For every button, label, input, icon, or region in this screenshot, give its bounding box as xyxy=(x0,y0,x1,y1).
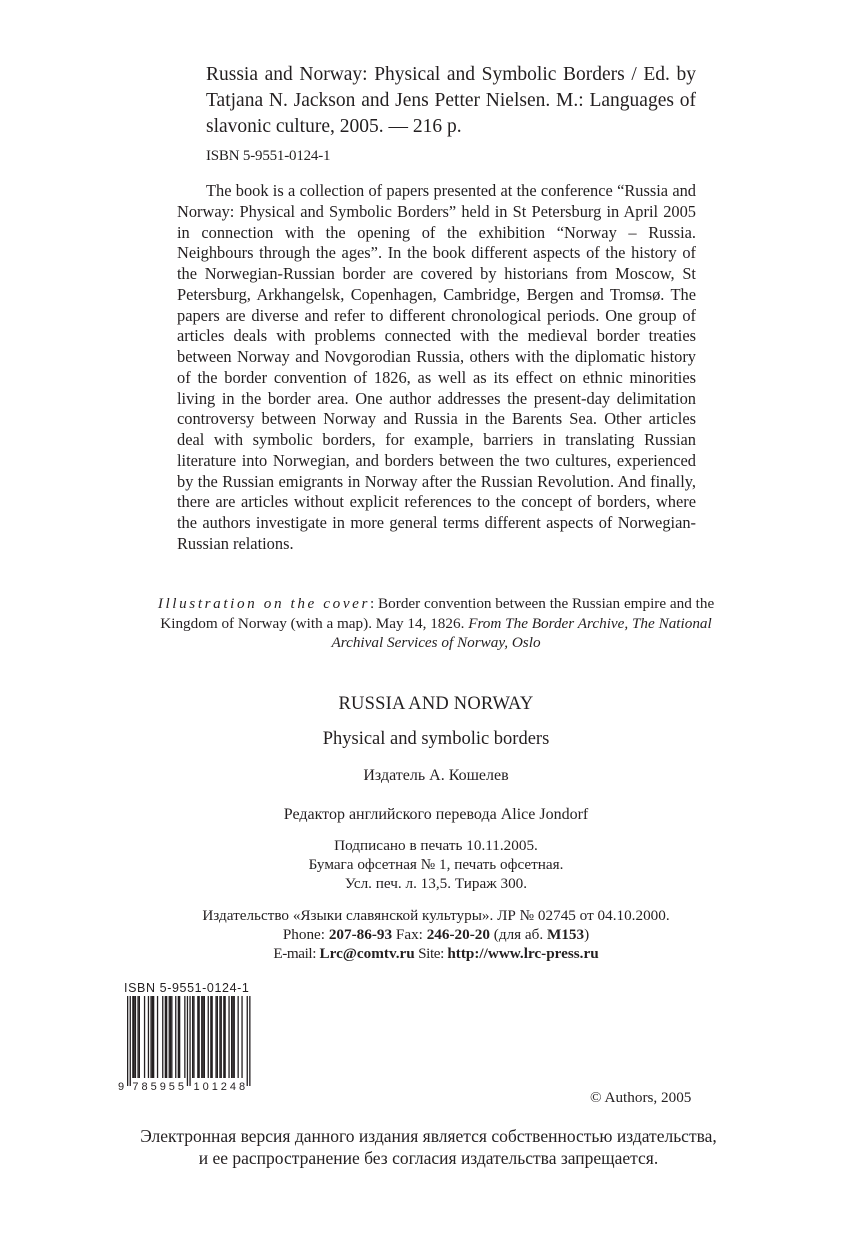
book-title: RUSSIA AND NORWAY xyxy=(338,694,534,714)
barcode-bar xyxy=(189,996,190,1086)
barcode-digit: 5 xyxy=(177,1081,185,1093)
barcode-bar xyxy=(201,996,202,1078)
phone-fax-line xyxy=(80,925,792,944)
barcode-bar xyxy=(225,996,226,1078)
barcode-bar xyxy=(223,996,224,1078)
barcode-digit: 8 xyxy=(238,1081,246,1093)
site-link[interactable]: http://www.lrc-press.ru xyxy=(447,945,599,962)
barcode-bar xyxy=(208,996,209,1078)
box-close: ) xyxy=(584,926,590,943)
barcode-bar xyxy=(193,996,194,1078)
cover-note-label: Illustration on the cover xyxy=(157,595,371,612)
barcode-bar xyxy=(157,996,158,1078)
barcode-bar xyxy=(179,996,180,1078)
barcode-bar xyxy=(150,996,151,1078)
publishing-house-line: Издательство «Языки славянской культуры». ЛР № 02745 от 04.10.2000. xyxy=(202,907,670,924)
fax-number: 246-20-20 xyxy=(426,926,490,943)
barcode-bar xyxy=(137,996,138,1078)
print-signed-line: Подписано в печать 10.11.2005. xyxy=(334,837,538,854)
barcode-bar xyxy=(139,996,140,1078)
barcode-digit: 5 xyxy=(150,1081,157,1093)
barcode-bar xyxy=(249,996,250,1086)
barcode-digit: 1 xyxy=(211,1081,218,1093)
barcode-bar xyxy=(210,996,211,1078)
fax-label: Fax: xyxy=(392,926,427,943)
copyright-notice: © Authors, 2005 xyxy=(590,1089,692,1106)
phone-label: Phone: xyxy=(282,926,329,943)
barcode-digit: 9 xyxy=(117,1081,125,1093)
barcode-bar xyxy=(132,996,133,1078)
barcode-bar xyxy=(228,996,229,1078)
book-abstract: The book is a collection of papers presented at the conference “Russia and Norway: Physical and Symbolic Borders” held in St Petersburg in April 2005 in connection with the opening of the exhibition “Norway – Russia. Neighbours through the ages”. In the book different aspects of the history of the Norwegian-Russian border are covered by historians from Moscow, St Petersburg, Arkhangelsk, Copenhagen, Cambridge, Bergen and Tromsø. The papers are diverse and refer to different chronological periods. One group of articles deals with problems connected with the medieval border treaties between Norway and Novgorodian Russia, others with the diplomatic history of the border convention of 1826, as well as its effect on ethnic minorities living in the border area. One author addresses the present-day delimitation controversy between Norway and Russia in the Barents Sea. Other articles deal with symbolic borders, for example, barriers in translating Russian literature into Norwegian, and borders between the two cultures, experienced by the Russian emigrants in Norway after the Russian Revolution. And finally, there are articles without explicit references to the concept of borders, where the authors investigate in more general terms different aspects of Norwegian-Russian relations. xyxy=(177,181,696,553)
box-number: M153 xyxy=(547,926,585,943)
notice-line-1: Электронная версия данного издания является собственностью издательства, xyxy=(140,1126,717,1146)
barcode-bar xyxy=(247,996,248,1086)
barcode-bar xyxy=(175,996,176,1078)
barcode-bar xyxy=(197,996,198,1078)
cover-illustration-note xyxy=(140,594,732,653)
barcode-bar xyxy=(130,996,131,1086)
print-run-line: Усл. печ. л. 13,5. Тираж 300. xyxy=(344,875,528,892)
barcode-digit: 4 xyxy=(229,1081,237,1093)
barcode-bar xyxy=(162,996,163,1078)
barcode-digit: 1 xyxy=(193,1081,200,1093)
barcode-bar xyxy=(215,996,216,1078)
barcode-bar xyxy=(187,996,188,1086)
cover-note-source: From The Border Archive, The National Archival Services of Norway, Oslo xyxy=(331,614,712,651)
publisher-name: Издатель А. Кошелев xyxy=(363,767,509,784)
notice-line-2: и ее распространение без согласия издательства запрещается. xyxy=(198,1148,659,1168)
barcode-bar xyxy=(169,996,170,1078)
publisher-contacts xyxy=(80,906,792,963)
translation-editor: Редактор английского перевода Alice Jondorf xyxy=(283,806,589,823)
print-paper-line: Бумага офсетная № 1, печать офсетная. xyxy=(308,856,564,873)
email-site-line xyxy=(80,944,792,963)
email-label: E-mail: xyxy=(273,945,320,962)
phone-number: 207-86-93 xyxy=(328,926,393,943)
barcode-digit: 5 xyxy=(168,1081,175,1093)
bibliographic-citation: Russia and Norway: Physical and Symbolic Borders / Ed. by Tatjana N. Jackson and Jens Petter Nielsen. M.: Languages of slavonic culture, 2005. — 216 p. xyxy=(206,64,696,137)
barcode-bar xyxy=(152,996,153,1078)
barcode-bar xyxy=(184,996,185,1078)
barcode-bar xyxy=(127,996,128,1086)
print-info xyxy=(80,836,792,893)
email-link[interactable]: Lrc@comtv.ru xyxy=(319,945,415,962)
barcode-bar xyxy=(153,996,154,1078)
barcode-bar xyxy=(178,996,179,1078)
site-label: Site: xyxy=(414,945,448,962)
barcode-bar xyxy=(199,996,200,1078)
barcode-bar xyxy=(166,996,167,1078)
barcode-bar xyxy=(204,996,205,1078)
barcode-bar xyxy=(241,996,242,1078)
barcode-bar xyxy=(202,996,203,1078)
barcode-bar xyxy=(219,996,220,1078)
cover-note-text: : Border convention between the Russian empire and the Kingdom of Norway (with a map). May 14, 1826. xyxy=(160,595,715,632)
barcode-bar xyxy=(192,996,193,1078)
barcode-bar xyxy=(221,996,222,1078)
barcode-bar xyxy=(144,996,145,1078)
barcode-bar xyxy=(212,996,213,1078)
barcode-bar xyxy=(231,996,232,1078)
barcode-bar xyxy=(134,996,135,1078)
electronic-version-notice xyxy=(60,1125,797,1169)
barcode-bar xyxy=(238,996,239,1078)
barcode-digit: 9 xyxy=(159,1081,166,1093)
barcode-digit: 8 xyxy=(141,1081,148,1093)
barcode-bar xyxy=(148,996,149,1078)
box-label: (для аб. xyxy=(489,926,547,943)
barcode-bar xyxy=(170,996,171,1078)
barcode-bar xyxy=(234,996,235,1078)
barcode-bar xyxy=(217,996,218,1078)
barcode-bar xyxy=(232,996,233,1078)
barcode-digit: 2 xyxy=(220,1081,227,1093)
barcode-bar xyxy=(165,996,166,1078)
isbn-barcode xyxy=(117,996,257,1094)
barcode-bar xyxy=(171,996,172,1078)
barcode-digit: 0 xyxy=(202,1081,209,1093)
barcode-bar xyxy=(135,996,136,1078)
barcode-isbn: ISBN 5-9551-0124-1 xyxy=(124,981,250,995)
barcode-digit: 7 xyxy=(132,1081,139,1093)
isbn-number: ISBN 5-9551-0124-1 xyxy=(206,148,331,164)
book-subtitle: Physical and symbolic borders xyxy=(322,729,550,749)
